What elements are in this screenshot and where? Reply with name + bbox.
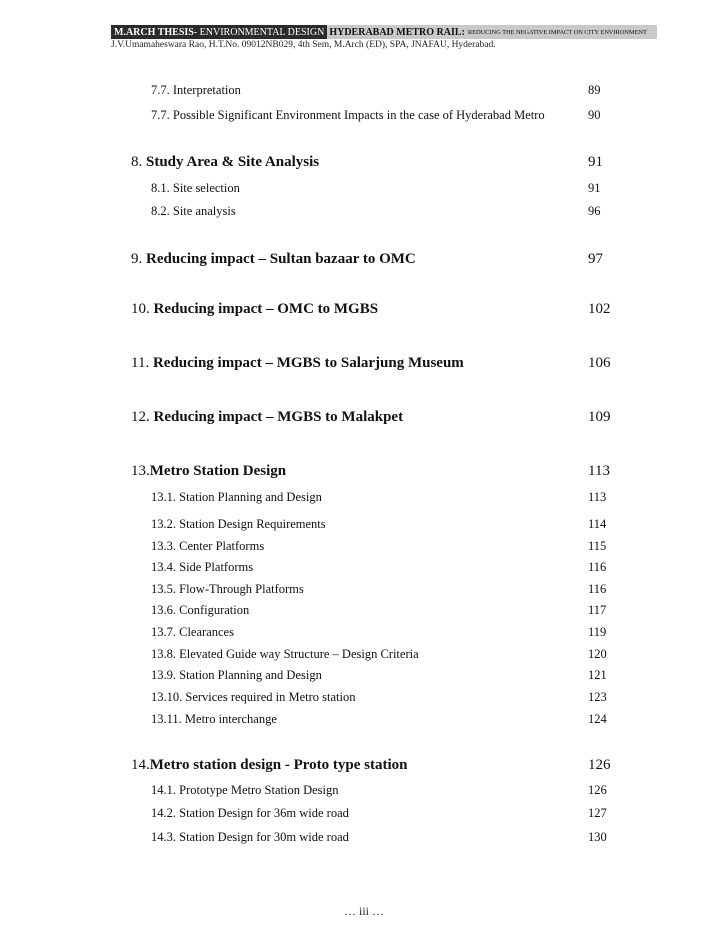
toc-title: 14.1. Prototype Metro Station Design <box>151 783 339 797</box>
toc-title: 13.5. Flow-Through Platforms <box>151 582 304 596</box>
toc-chapter-row <box>0 301 728 321</box>
toc-row <box>0 806 728 826</box>
toc-title: 13.3. Center Platforms <box>151 539 265 553</box>
toc-row <box>0 647 728 667</box>
toc-title: 13.1. Station Planning and Design <box>151 490 322 504</box>
toc-row <box>0 490 728 510</box>
toc-row <box>0 625 728 645</box>
header-subtitle: REDUCING THE NEGATIVE IMPACT ON CITY ENVIRONMENT <box>467 28 647 36</box>
toc-chapter-title: Reducing impact – MGBS to Salarjung Museum <box>152 355 464 371</box>
toc-row <box>0 181 728 201</box>
toc-page: 119 <box>588 625 607 639</box>
toc-row <box>0 204 728 224</box>
toc-chapter-number: 13. <box>131 463 150 479</box>
toc-chapter-title: Study Area & Site Analysis <box>146 154 320 170</box>
toc-page: 116 <box>588 582 607 596</box>
toc-page: 113 <box>588 490 607 504</box>
toc-title: 13.2. Station Design Requirements <box>151 517 326 531</box>
toc-row <box>0 539 728 559</box>
toc-page: 97 <box>588 251 603 267</box>
toc-page: 109 <box>588 409 611 425</box>
header-dark-block <box>111 25 327 39</box>
toc-row <box>0 712 728 732</box>
toc-row <box>0 517 728 537</box>
toc-chapter-number: 8. <box>131 154 146 170</box>
toc-page: 113 <box>588 463 610 479</box>
toc-title: 8.1. Site selection <box>151 181 240 195</box>
toc-chapter-title: Reducing impact – Sultan bazaar to OMC <box>146 251 416 267</box>
toc-title: 13.10. Services required in Metro station <box>151 690 356 704</box>
toc-row <box>0 560 728 580</box>
toc-title: 13.6. Configuration <box>151 603 250 617</box>
toc-title: 7.7. Interpretation <box>151 83 241 97</box>
toc-page: 120 <box>588 647 607 661</box>
toc-chapter-number: 12. <box>131 409 154 425</box>
thesis-header-bar <box>111 25 657 39</box>
toc-row <box>0 603 728 623</box>
toc-page: 127 <box>588 806 607 820</box>
header-project: HYDERABAD METRO RAIL: <box>329 26 465 38</box>
toc-page: 106 <box>588 355 611 371</box>
toc-page: 114 <box>588 517 607 531</box>
toc-chapter-number: 9. <box>131 251 146 267</box>
toc-row <box>0 108 728 128</box>
toc-page: 130 <box>588 830 607 844</box>
page-number-footer: … iii … <box>343 904 384 918</box>
author-line: J.V.Umamaheswara Rao, H.T.No. 09012NB029, 4th Sem, M.Arch (ED), SPA, JNAFAU, Hyderabad. <box>111 40 496 50</box>
toc-page: 121 <box>588 668 607 682</box>
toc-page: 126 <box>588 757 611 773</box>
toc-page: 90 <box>588 108 601 122</box>
toc-row <box>0 690 728 710</box>
toc-chapter-number: 14. <box>131 757 150 773</box>
toc-title: 13.8. Elevated Guide way Structure – Design Criteria <box>151 647 419 661</box>
toc-chapter-title: Metro station design - Proto type station <box>149 757 408 773</box>
toc-row <box>0 582 728 602</box>
toc-title: 13.7. Clearances <box>151 625 234 639</box>
toc-title: 13.4. Side Platforms <box>151 560 254 574</box>
toc-chapter-number: 11. <box>131 355 153 371</box>
toc-page: 126 <box>588 783 607 797</box>
toc-page: 123 <box>588 690 607 704</box>
toc-chapter-row <box>0 409 728 429</box>
toc-page: 115 <box>588 539 607 553</box>
toc-chapter-title: Reducing impact – OMC to MGBS <box>153 301 379 317</box>
header-light-block <box>327 25 657 39</box>
toc-chapter-row <box>0 251 728 271</box>
toc-page: 91 <box>588 154 603 170</box>
toc-row <box>0 668 728 688</box>
toc-page: 91 <box>588 181 601 195</box>
toc-chapter-title: Reducing impact – MGBS to Malakpet <box>153 409 404 425</box>
toc-row <box>0 830 728 850</box>
toc-chapter-row <box>0 355 728 375</box>
toc-chapter-row <box>0 463 728 483</box>
toc-title: 14.2. Station Design for 36m wide road <box>151 806 349 820</box>
toc-chapter-row <box>0 757 728 777</box>
toc-title: 14.3. Station Design for 30m wide road <box>151 830 349 844</box>
toc-page: 116 <box>588 560 607 574</box>
toc-page: 117 <box>588 603 607 617</box>
toc-page: 89 <box>588 83 601 97</box>
toc-row <box>0 83 728 103</box>
toc-title: 13.11. Metro interchange <box>151 712 277 726</box>
toc-page: 124 <box>588 712 607 726</box>
toc-title: 13.9. Station Planning and Design <box>151 668 322 682</box>
toc-title: 7.7. Possible Significant Environment Impacts in the case of Hyderabad Metro <box>151 108 545 122</box>
toc-chapter-row <box>0 154 728 174</box>
toc-page: 102 <box>588 301 611 317</box>
toc-page: 96 <box>588 204 601 218</box>
toc-row <box>0 783 728 803</box>
toc-chapter-number: 10. <box>131 301 154 317</box>
header-program: M.ARCH THESIS <box>114 26 194 38</box>
toc-title: 8.2. Site analysis <box>151 204 236 218</box>
header-department: - ENVIRONMENTAL DESIGN <box>193 26 325 38</box>
toc-chapter-title: Metro Station Design <box>149 463 287 479</box>
